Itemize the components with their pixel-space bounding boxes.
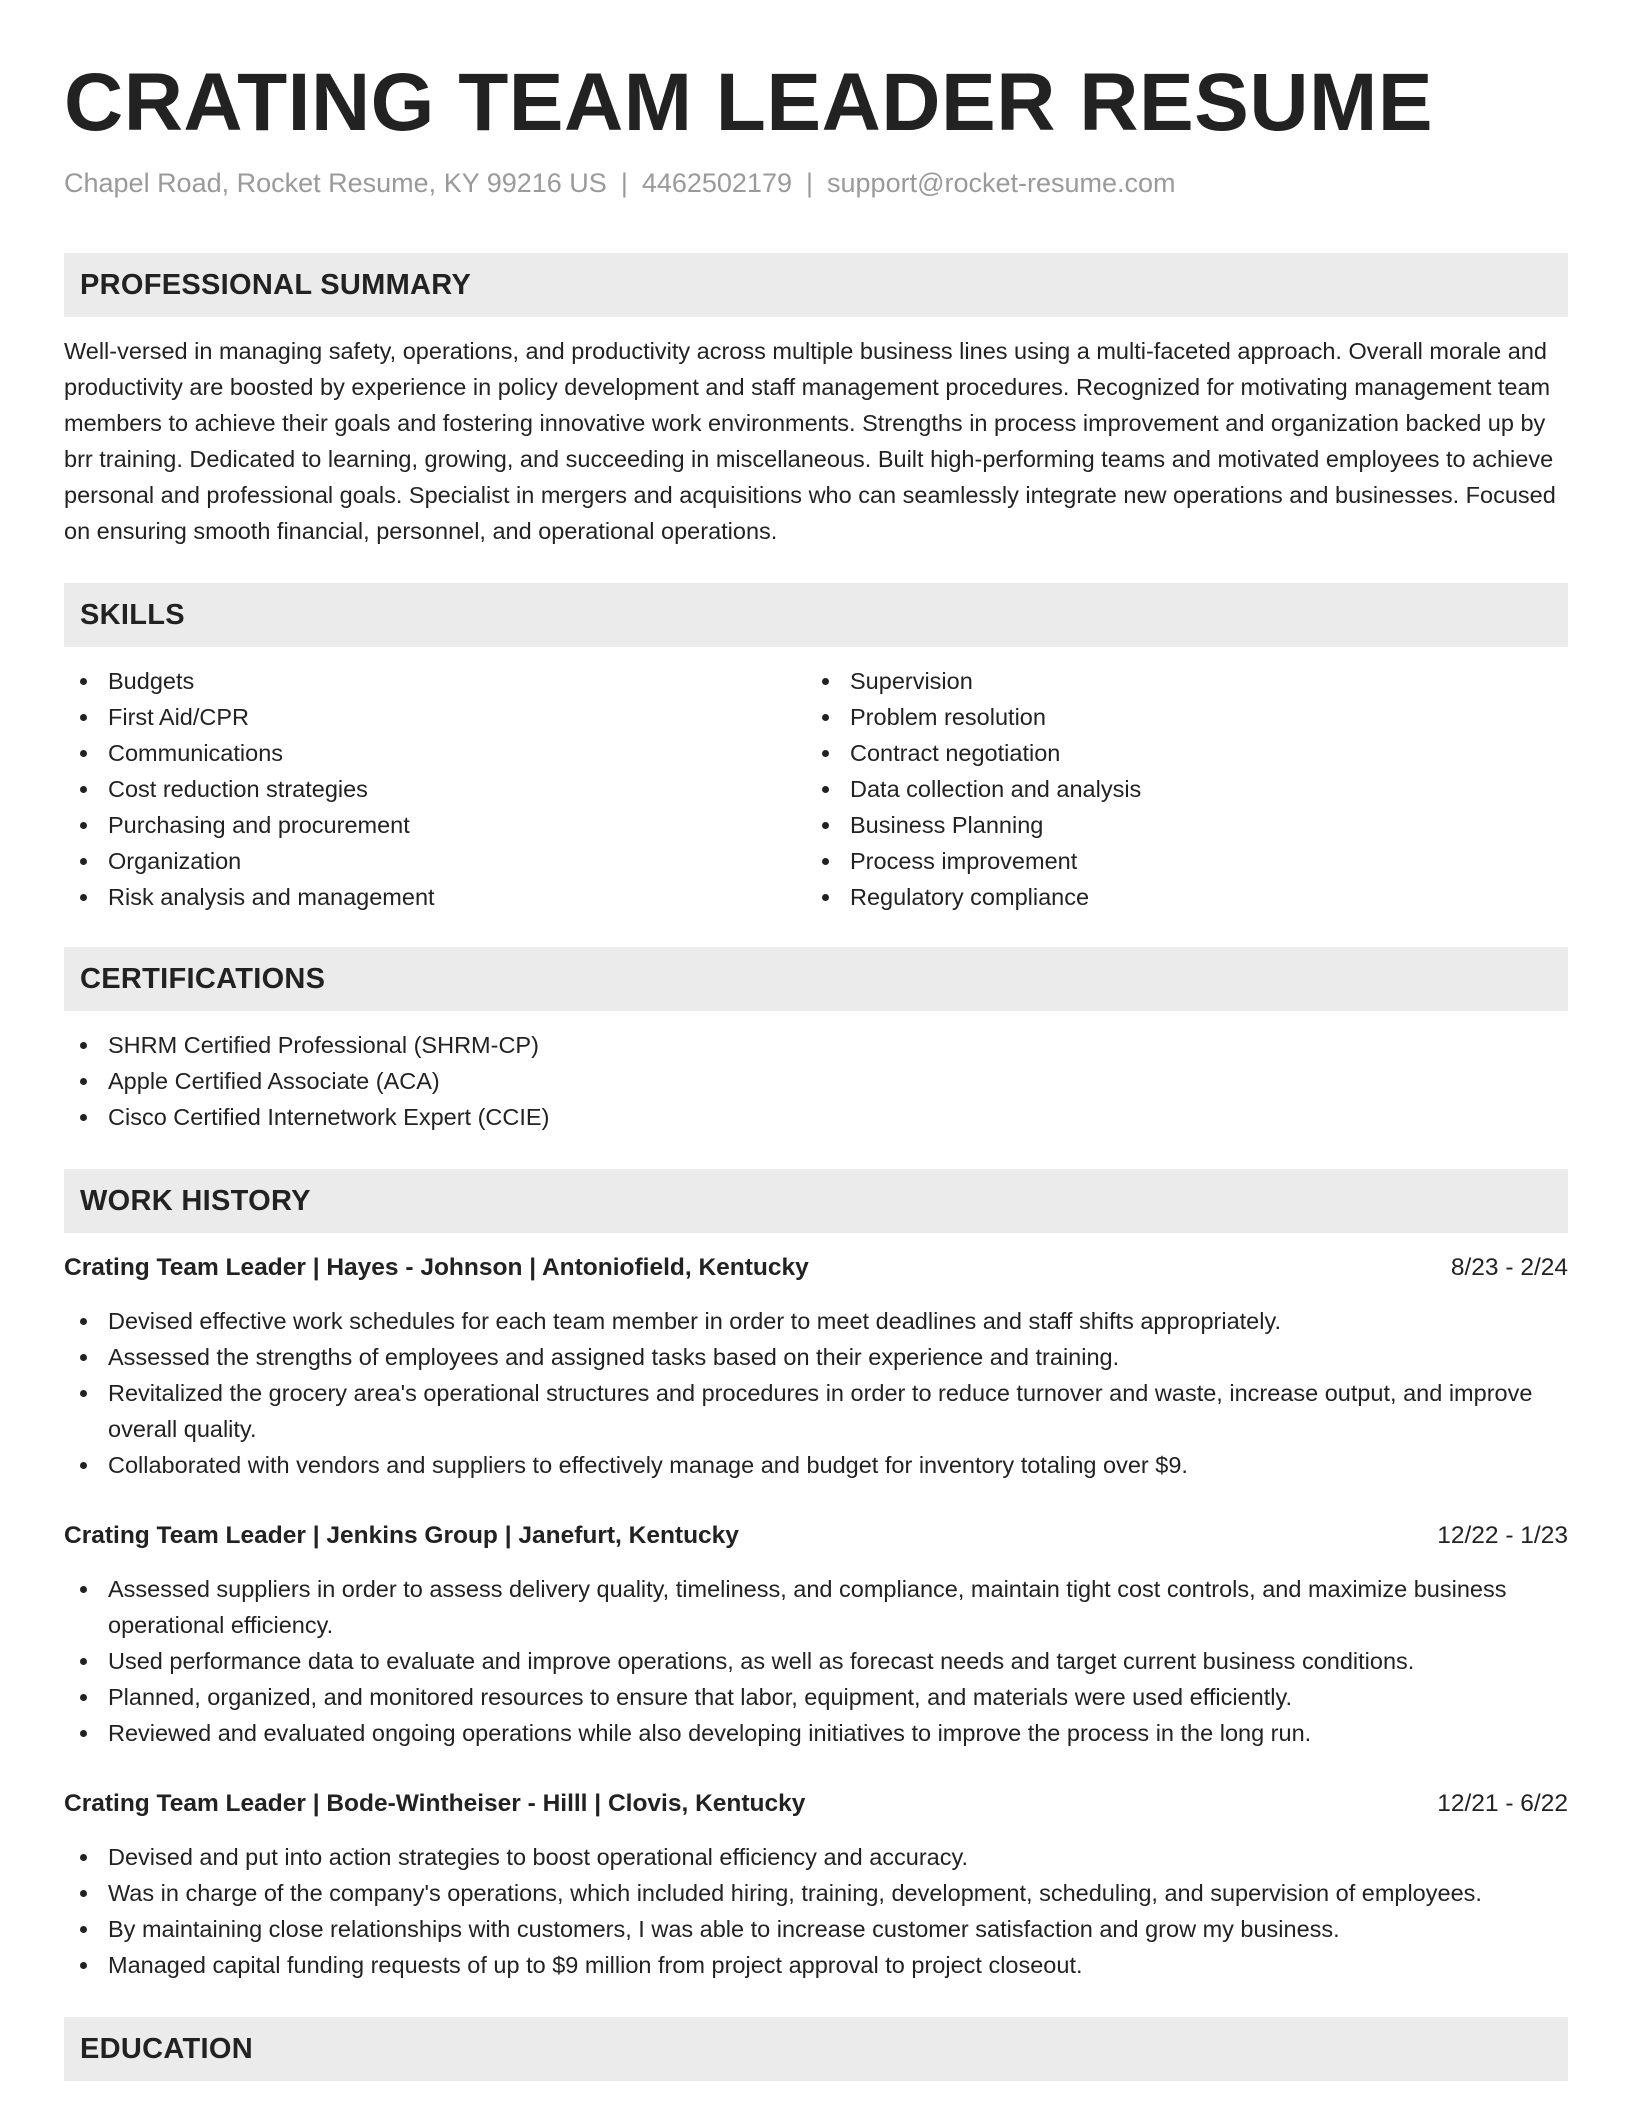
certification-item: Cisco Certified Internetwork Expert (CCIE) <box>64 1099 1568 1135</box>
job-bullet: Revitalized the grocery area's operational structures and procedures in order to reduce turnover and waste, increase output, and improve overall quality. <box>64 1375 1568 1447</box>
skill-item: Business Planning <box>806 807 1546 843</box>
job-bullet: Used performance data to evaluate and improve operations, as well as forecast needs and target current business conditions. <box>64 1643 1568 1679</box>
contact-email: support@rocket-resume.com <box>827 168 1176 198</box>
job-dates: 12/22 - 1/23 <box>1437 1522 1568 1549</box>
skill-item: Budgets <box>64 663 804 699</box>
job-bullets <box>64 1571 1568 1751</box>
skill-item: Supervision <box>806 663 1546 699</box>
skill-item: First Aid/CPR <box>64 699 804 735</box>
job-header <box>64 1250 1568 1286</box>
job-bullet: Was in charge of the company's operations, which included hiring, training, development, scheduling, and supervision of employees. <box>64 1875 1568 1911</box>
skills-column-left <box>64 663 804 915</box>
education-heading: EDUCATION <box>64 2017 1568 2081</box>
contact-separator: | <box>620 168 628 198</box>
skill-item: Problem resolution <box>806 699 1546 735</box>
certification-item: Apple Certified Associate (ACA) <box>64 1063 1568 1099</box>
skill-item: Contract negotiation <box>806 735 1546 771</box>
contact-line <box>64 168 1176 199</box>
job-bullet: Collaborated with vendors and suppliers to effectively manage and budget for inventory totaling over $9. <box>64 1447 1568 1483</box>
certification-item: SHRM Certified Professional (SHRM-CP) <box>64 1027 1568 1063</box>
skill-item: Communications <box>64 735 804 771</box>
job-bullet: Devised effective work schedules for each team member in order to meet deadlines and staff shifts appropriately. <box>64 1303 1568 1339</box>
job-bullet: By maintaining close relationships with customers, I was able to increase customer satisfaction and grow my business. <box>64 1911 1568 1947</box>
skill-item: Organization <box>64 843 804 879</box>
summary-heading: PROFESSIONAL SUMMARY <box>64 253 1568 317</box>
job-bullet: Managed capital funding requests of up to $9 million from project approval to project closeout. <box>64 1947 1568 1983</box>
job-bullet: Planned, organized, and monitored resources to ensure that labor, equipment, and materials were used efficiently. <box>64 1679 1568 1715</box>
certifications-heading: CERTIFICATIONS <box>64 947 1568 1011</box>
skills-heading: SKILLS <box>64 583 1568 647</box>
skill-item: Regulatory compliance <box>806 879 1546 915</box>
summary-text: Well-versed in managing safety, operations, and productivity across multiple business lines using a multi-faceted approach. Overall morale and productivity are boosted by experience in policy development and staff management procedures. Recognized for motivating management team members to achieve their goals and fostering innovative work environments. Strengths in process improvement and organization backed up by brr training. Dedicated to learning, growing, and succeeding in miscellaneous. Built high-performing teams and motivated employees to achieve personal and professional goals. Specialist in mergers and acquisitions who can seamlessly integrate new operations and businesses. Focused on ensuring smooth financial, personnel, and operational operations. <box>64 338 1556 544</box>
contact-phone: 4462502179 <box>641 168 792 198</box>
contact-separator: | <box>806 168 814 198</box>
resume-title: CRATING TEAM LEADER RESUME <box>64 57 1434 148</box>
job-bullet: Reviewed and evaluated ongoing operations while also developing initiatives to improve the process in the long run. <box>64 1715 1568 1751</box>
skills-column-right <box>806 663 1546 915</box>
job-bullet: Devised and put into action strategies to boost operational efficiency and accuracy. <box>64 1839 1568 1875</box>
skill-item: Risk analysis and management <box>64 879 804 915</box>
job-bullet: Assessed suppliers in order to assess delivery quality, timeliness, and compliance, maintain tight cost controls, and maximize business operational efficiency. <box>64 1571 1568 1643</box>
job-bullets <box>64 1303 1568 1483</box>
job-title: Crating Team Leader | Jenkins Group | Janefurt, Kentucky <box>64 1522 739 1549</box>
skill-item: Cost reduction strategies <box>64 771 804 807</box>
job-header <box>64 1518 1568 1554</box>
work-history-heading: WORK HISTORY <box>64 1169 1568 1233</box>
job-title: Crating Team Leader | Bode-Wintheiser - Hilll | Clovis, Kentucky <box>64 1790 806 1817</box>
job-bullet: Assessed the strengths of employees and assigned tasks based on their experience and training. <box>64 1339 1568 1375</box>
job-dates: 8/23 - 2/24 <box>1450 1254 1568 1281</box>
job-title: Crating Team Leader | Hayes - Johnson | Antoniofield, Kentucky <box>64 1254 809 1281</box>
skill-item: Purchasing and procurement <box>64 807 804 843</box>
certifications-list <box>64 1027 1568 1135</box>
job-bullets <box>64 1839 1568 1983</box>
job-dates: 12/21 - 6/22 <box>1437 1790 1568 1817</box>
contact-address: Chapel Road, Rocket Resume, KY 99216 US <box>64 168 607 198</box>
job-header <box>64 1786 1568 1822</box>
skill-item: Data collection and analysis <box>806 771 1546 807</box>
skill-item: Process improvement <box>806 843 1546 879</box>
